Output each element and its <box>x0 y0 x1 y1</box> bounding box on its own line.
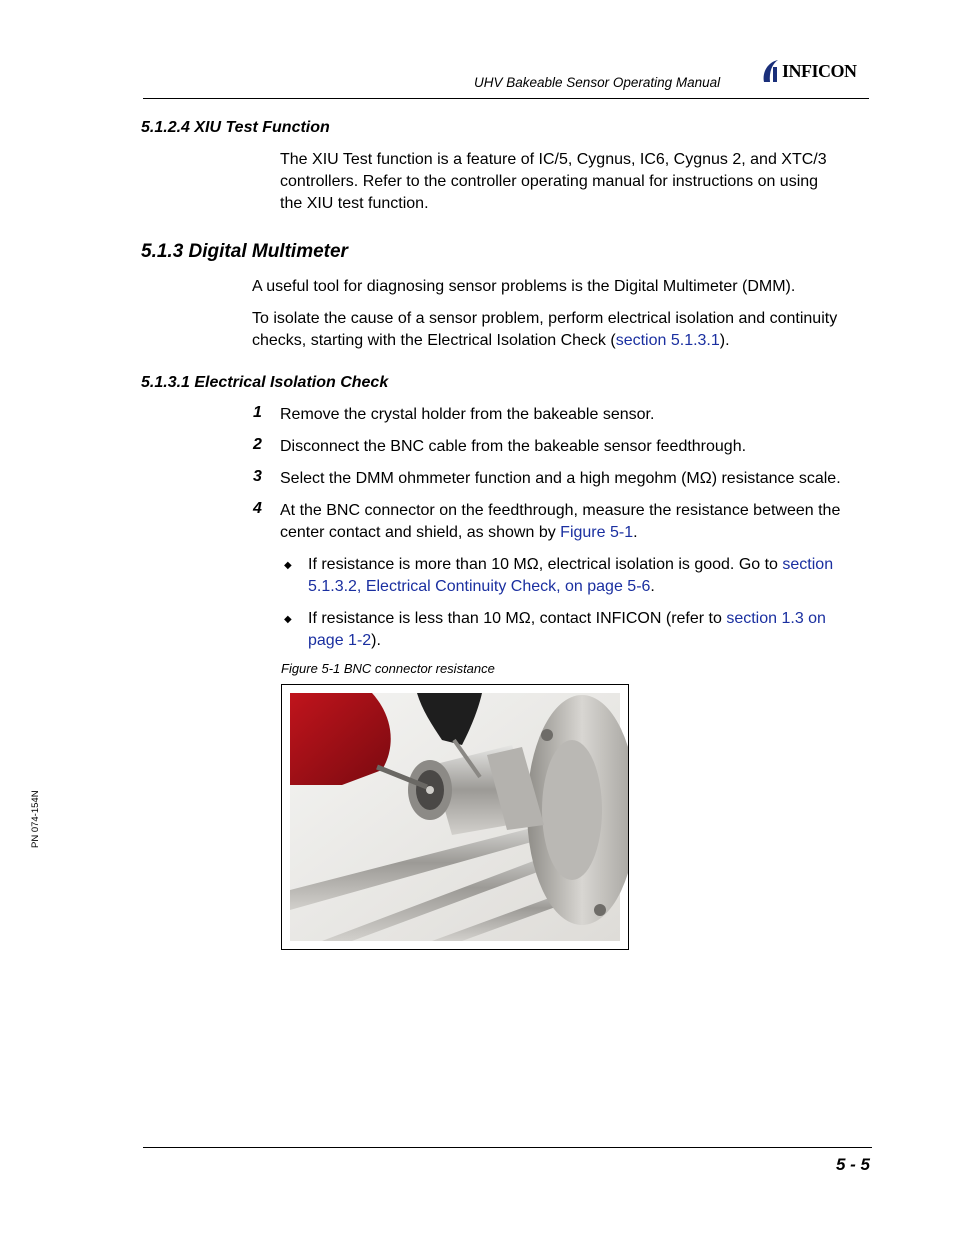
bullet-item <box>308 554 833 598</box>
heading-5131: 5.1.3.1 Electrical Isolation Check <box>141 374 389 391</box>
step-text: Disconnect the BNC cable from the bakeable sensor feedthrough. <box>280 438 747 455</box>
para-line <box>252 330 837 352</box>
para-dmm: A useful tool for diagnosing sensor problems is the Digital Multimeter (DMM). <box>252 278 796 295</box>
step-text <box>280 500 840 544</box>
step-line-text: . <box>633 524 638 541</box>
para-line: the XIU test function. <box>280 195 429 212</box>
para-isolate <box>252 308 837 352</box>
para-text: checks, starting with the Electrical Isolation Check ( <box>252 332 616 349</box>
bullet-text: . <box>650 578 655 595</box>
heading-513: 5.1.3 Digital Multimeter <box>141 241 348 262</box>
footer-rule <box>143 1147 872 1148</box>
step-number: 4 <box>253 500 262 517</box>
link-page-1-2[interactable]: page 1-2 <box>308 632 372 649</box>
step-number: 2 <box>253 436 262 453</box>
page-number: 5 - 5 <box>835 1155 870 1174</box>
bullet-text: If resistance is more than 10 MΩ, electrical isolation is good. Go to <box>308 556 783 573</box>
bullet-line <box>308 576 833 598</box>
step-line: At the BNC connector on the feedthrough, measure the resistance between the <box>280 502 841 519</box>
link-section-5131[interactable]: section 5.1.3.1 <box>615 332 720 349</box>
bullet-line <box>308 554 833 576</box>
para-line: To isolate the cause of a sensor problem, perform electrical isolation and continuity <box>252 310 838 327</box>
para-text: ). <box>719 332 730 349</box>
link-section-13[interactable]: section 1.3 on <box>726 610 826 627</box>
diamond-bullet-icon: ◆ <box>284 560 292 571</box>
header-rule <box>143 98 869 99</box>
bullet-text: If resistance is less than 10 MΩ, contact INFICON (refer to <box>308 610 727 627</box>
bnc-connector-photo <box>282 685 628 949</box>
part-number: PN 074-154N <box>30 790 41 848</box>
para-line: controllers. Refer to the controller operating manual for instructions on using <box>280 173 819 190</box>
link-section[interactable]: section <box>782 556 834 573</box>
logo-swoosh-icon <box>760 58 782 84</box>
link-figure-5-1[interactable]: Figure 5-1 <box>560 524 634 541</box>
inficon-logo <box>760 58 872 84</box>
logo-text: INFICON <box>782 61 857 81</box>
step-line-text: center contact and shield, as shown by <box>280 524 561 541</box>
heading-5124: 5.1.2.4 XIU Test Function <box>141 119 330 136</box>
bullet-line <box>308 630 826 652</box>
para-xiu <box>280 149 827 215</box>
bullet-line <box>308 608 826 630</box>
step-number: 1 <box>253 404 262 421</box>
step-line <box>280 522 840 544</box>
bullet-item <box>308 608 826 652</box>
link-section-5132[interactable]: 5.1.3.2, Electrical Continuity Check, on page 5-6 <box>308 578 651 595</box>
figure-frame <box>281 684 629 950</box>
step-number: 3 <box>253 468 262 485</box>
para-line: The XIU Test function is a feature of IC/5, Cygnus, IC6, Cygnus 2, and XTC/3 <box>280 151 827 168</box>
step-text: Remove the crystal holder from the bakeable sensor. <box>280 406 655 423</box>
figure-caption: Figure 5-1 BNC connector resistance <box>281 661 495 676</box>
step-text: Select the DMM ohmmeter function and a high megohm (MΩ) resistance scale. <box>280 470 841 487</box>
bullet-text: ). <box>371 632 381 649</box>
manual-title: UHV Bakeable Sensor Operating Manual <box>474 75 721 90</box>
diamond-bullet-icon: ◆ <box>284 614 292 625</box>
